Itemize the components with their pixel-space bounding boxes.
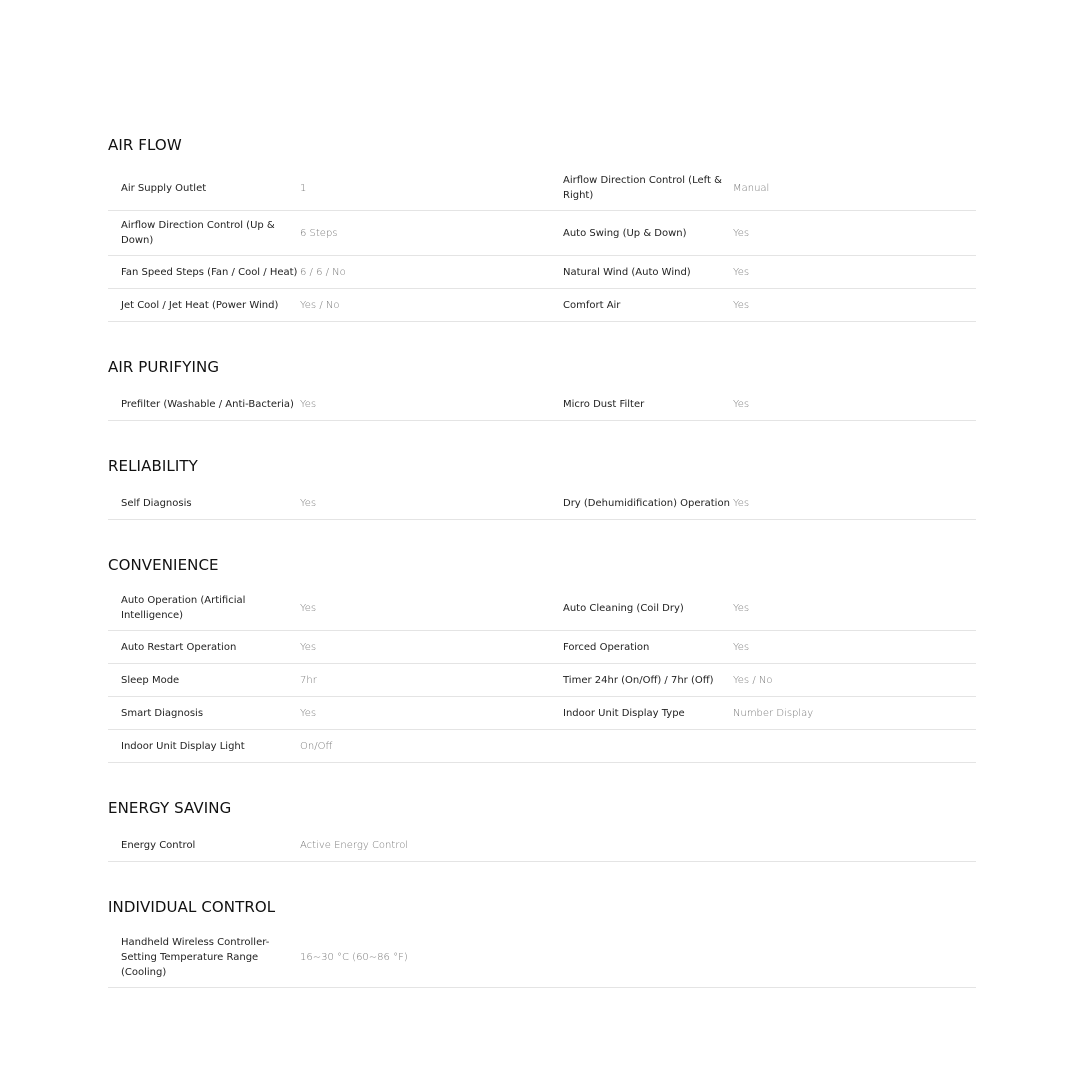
spec-value: Yes — [733, 227, 750, 239]
spec-label: Air Supply Outlet — [121, 182, 207, 194]
spec-label: Auto Restart Operation — [121, 641, 237, 653]
spec-item — [108, 699, 542, 728]
spec-item — [108, 633, 542, 662]
spec-section — [108, 548, 976, 763]
spec-label: Prefilter (Washable / Anti-Bacteria) — [121, 398, 294, 410]
spec-value: Yes — [300, 707, 317, 719]
spec-row — [108, 487, 976, 520]
spec-label: Natural Wind (Auto Wind) — [563, 266, 691, 278]
spec-item — [542, 666, 976, 695]
spec-value: Yes — [733, 266, 750, 278]
spec-item — [542, 489, 976, 518]
spec-item — [108, 666, 542, 695]
spec-item — [108, 928, 542, 987]
spec-label: Comfort Air — [563, 299, 621, 311]
spec-value: 7hr — [300, 674, 317, 686]
spec-value: 16~30 °C (60~86 °F) — [300, 952, 408, 963]
spec-value: Yes — [733, 398, 750, 410]
spec-label: Indoor Unit Display Light — [121, 740, 245, 752]
spec-value: Yes — [733, 497, 750, 509]
spec-item — [542, 258, 976, 287]
spec-row — [108, 829, 976, 862]
spec-row — [108, 289, 976, 322]
spec-value: Yes — [300, 641, 317, 653]
section-title: CONVENIENCE — [108, 556, 219, 574]
spec-row — [108, 664, 976, 697]
spec-section — [108, 791, 976, 862]
spec-label: Self Diagnosis — [121, 497, 192, 509]
section-title: RELIABILITY — [108, 457, 198, 475]
spec-row — [108, 211, 976, 256]
spec-label: Forced Operation — [563, 641, 650, 653]
spec-row — [108, 586, 976, 631]
spec-value: 1 — [300, 182, 307, 194]
spec-value: Yes — [300, 602, 317, 614]
spec-label: Fan Speed Steps (Fan / Cool / Heat) — [121, 266, 298, 278]
spec-label: Auto Operation (Artificial Intelligence) — [121, 595, 246, 621]
spec-row — [108, 631, 976, 664]
section-title: AIR FLOW — [108, 136, 182, 154]
spec-row — [108, 730, 976, 763]
spec-label: Airflow Direction Control (Up & Down) — [121, 220, 275, 246]
spec-value: Yes — [300, 398, 317, 410]
spec-item — [108, 390, 542, 419]
spec-item — [542, 219, 976, 248]
spec-label: Jet Cool / Jet Heat (Power Wind) — [121, 299, 279, 311]
spec-label: Timer 24hr (On/Off) / 7hr (Off) — [563, 674, 714, 686]
spec-label: Auto Swing (Up & Down) — [563, 227, 687, 239]
spec-label: Micro Dust Filter — [563, 398, 645, 410]
spec-section — [108, 449, 976, 520]
spec-row — [108, 928, 976, 988]
section-title: AIR PURIFYING — [108, 358, 220, 376]
spec-item — [108, 831, 542, 860]
spec-label: Handheld Wireless Controller-Setting Temperature Range (Cooling) — [121, 937, 270, 978]
spec-value: 6 / 6 / No — [300, 266, 346, 278]
spec-item — [108, 489, 542, 518]
spec-item — [542, 699, 976, 728]
spec-row — [108, 256, 976, 289]
spec-value: Yes — [733, 299, 750, 311]
spec-value: Number Display — [733, 707, 814, 719]
spec-sheet — [108, 128, 976, 1016]
spec-row — [108, 166, 976, 211]
spec-item — [108, 291, 542, 320]
spec-item — [108, 732, 542, 761]
spec-value: Yes / No — [300, 299, 340, 311]
section-title: INDIVIDUAL CONTROL — [108, 898, 276, 916]
spec-item — [542, 594, 976, 623]
spec-row — [108, 697, 976, 730]
spec-item — [108, 211, 542, 255]
spec-item — [108, 258, 542, 287]
spec-item — [108, 586, 542, 630]
spec-value: Manual — [733, 182, 770, 194]
spec-label: Airflow Direction Control (Left & Right) — [563, 175, 722, 201]
spec-item — [542, 166, 976, 210]
spec-item — [542, 633, 976, 662]
spec-row — [108, 388, 976, 421]
spec-item — [542, 291, 976, 320]
spec-value: 6 Steps — [300, 227, 338, 239]
spec-label: Dry (Dehumidification) Operation — [563, 497, 730, 509]
spec-value: On/Off — [300, 740, 333, 752]
spec-section — [108, 350, 976, 421]
spec-value: Active Energy Control — [300, 839, 409, 851]
spec-label: Smart Diagnosis — [121, 707, 204, 719]
spec-label: Auto Cleaning (Coil Dry) — [563, 602, 684, 614]
spec-label: Indoor Unit Display Type — [563, 707, 685, 719]
section-title: ENERGY SAVING — [108, 799, 232, 817]
spec-label: Energy Control — [121, 839, 196, 851]
spec-value: Yes — [733, 641, 750, 653]
spec-value: Yes — [733, 602, 750, 614]
spec-value: Yes — [300, 497, 317, 509]
spec-item — [108, 174, 542, 203]
spec-label: Sleep Mode — [121, 674, 180, 686]
spec-section — [108, 890, 976, 988]
spec-value: Yes / No — [733, 674, 773, 686]
spec-section — [108, 128, 976, 322]
spec-item — [542, 390, 976, 419]
